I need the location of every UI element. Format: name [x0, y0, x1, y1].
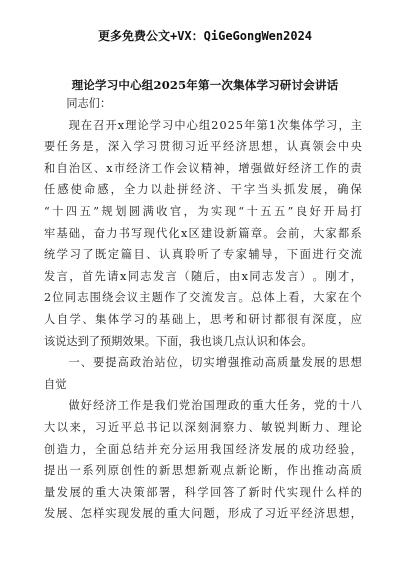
text-line: 大 以 来 ， 习 近 平 总 书 记 以 深 刻 洞 察 力 、 敏 锐 判 断 力 、 理 论 [44, 420, 362, 434]
text-line: 发 言 ， 首 先 请 x 同 志 发 言 （ 随 后 ， 由 x 同 志 发 言 ） 。 刚 才 ， [44, 269, 362, 283]
text-line: 提 出 一 系 列 原 创 性 的 新 思 想 新 观 点 新 论 断 ， 作 出 推 动 高 质 [44, 464, 362, 478]
text-line: 要 任 务 是 ， 深 入 学 习 贯 彻 习 近 平 经 济 思 想 ， 认 真 领 会 中 央 [44, 140, 362, 154]
text-line: 同志们： [44, 97, 112, 110]
text-line: 一 、 要 提 高 政 治 站 位 ， 切 实 增 强 推 动 高 质 量 发 展 的 思 想 [68, 356, 362, 370]
text-line: 现 在 召 开 x 理 论 学 习 中 心 组 2 0 2 5 年 第 1 次 集 体 学 习 ， 主 [68, 118, 362, 132]
text-line: 和 自 治 区 、 x 市 经 济 工 作 会 议 精 神 ， 增 强 做 好 经 济 工 作 的 责 [44, 161, 362, 175]
text-line: 该说达到了预期效果。下面，我也谈几点认识和体会。 [44, 334, 313, 348]
document-body [44, 93, 362, 525]
text-line: 量 发 展 的 重 大 决 策 部 署 ， 科 学 回 答 了 新 时 代 实 现 什 么 样 的 [44, 485, 362, 499]
document-title: 理论学习中心组2025年第一次集体学习研讨会讲话 [71, 78, 339, 92]
text-line: 创 造 力 ， 全 面 总 结 并 充 分 运 用 我 国 经 济 发 展 的 成 功 经 验 ， [44, 442, 362, 456]
text-line: 人 自 学 、 集 体 学 习 的 基 础 上 ， 思 考 和 研 讨 都 很 有 深 度 ， 应 [44, 312, 362, 326]
promo-header: 更多免费公文+VX：QiGeGongWen2024 [97, 29, 313, 43]
text-line: 自觉 [44, 377, 67, 391]
text-line: 做 好 经 济 工 作 是 我 们 党 治 国 理 政 的 重 大 任 务 ， 党 的 十 八 [68, 399, 362, 413]
text-line: 任 感 使 命 感 ， 全 力 以 赴 拼 经 济 、 干 字 当 头 抓 发 展 ， 确 保 [44, 183, 362, 197]
text-line: 2 位 同 志 围 绕 会 议 主 题 作 了 交 流 发 言 。 总 体 上 看 ， 大 家 在 个 [44, 291, 362, 305]
text-line: 牢 基 础 ， 奋 力 书 写 现 代 化 x 区 建 设 新 篇 章 。 会 前 ， 大 家 都 系 [44, 226, 362, 240]
text-line: 发 展 、 怎 样 实 现 发 展 的 重 大 问 题 ， 形 成 了 习 近 平 经 济 思 想 ， [44, 507, 362, 521]
text-line: 统 学 习 了 既 定 篇 目 、 认 真 聆 听 了 专 家 辅 导 ， 下 面 进 行 交 流 [44, 248, 362, 262]
text-line: “ 十 四 五 ” 规 划 圆 满 收 官 ， 为 实 现 “ 十 五 五 ” 良 好 开 局 打 [44, 204, 362, 218]
